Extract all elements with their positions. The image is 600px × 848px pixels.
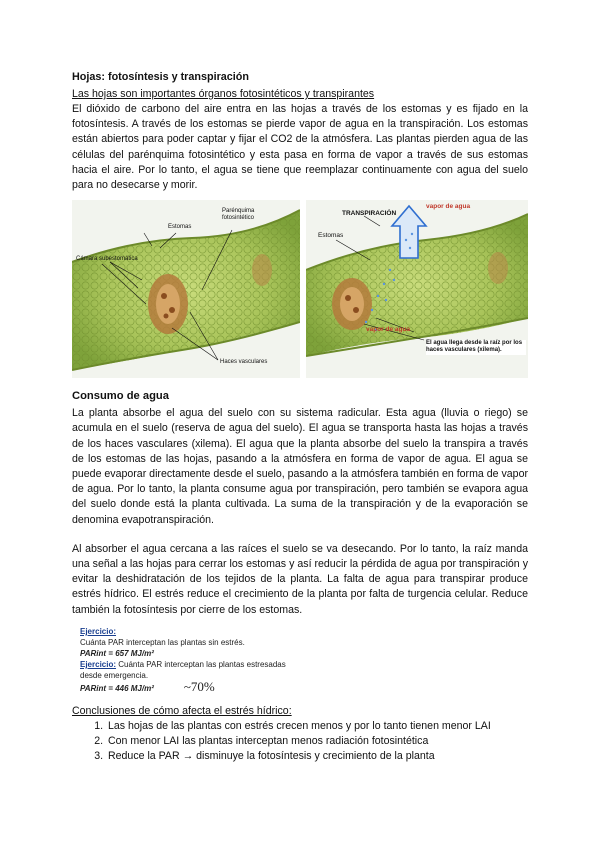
ejercicio-label-1: Ejercicio:: [80, 626, 117, 636]
consumo-paragraph-2: Al absorber el agua cercana a las raíces el suelo se va desecando. Por lo tanto, la raíz manda una señal a las hojas para cerrar los estomas y así reducir la pérdida de agua por transpiración y evitar la deshidratación de los tejidos de la planta. La falta de agua para transpirar produce estrés hídrico. El estrés reduce el crecimiento de la planta por falta de turgencia celular. Reduce también la fotosíntesis por cierre de los estomas.: [72, 542, 528, 616]
section-heading-consumo: Consumo de agua: [72, 390, 169, 403]
label-agua-raiz: El agua llega desde la raíz por los haces vasculares (xilema).: [426, 340, 526, 354]
label-estomas-right: Estomas: [318, 232, 344, 240]
label-vapor-de-agua-bottom: vapor de agua: [366, 326, 411, 334]
ejercicio-block: [80, 626, 528, 694]
leaf-micrograph-left: [72, 200, 300, 378]
ejercicio-label-2: Ejercicio:: [80, 659, 117, 669]
intro-paragraph: El dióxido de carbono del aire entra en las hojas a través de los estomas y es fijado en la fotosíntesis. A través de los estomas se pierde vapor de agua en la transpiración. Los estomas están abiertos para poder captar y fijar el CO2 de la atmósfera. Las plantas pierden agua de las células del parénquima fotosintético y esta pasa en forma de vapor a través de sus estomas hacia el aire. Por lo tanto, el agua se tiene que reemplazar continuamente con agua del suelo para no desecarse y morir.: [72, 103, 528, 192]
section-subtitle: Las hojas son importantes órganos fotosintéticos y transpirantes: [72, 88, 375, 100]
list-item: 2. Con menor LAI las plantas interceptan menos radiación fotosintética: [106, 734, 528, 749]
conclusiones-list: [72, 719, 528, 765]
ejercicio-question-2: Cuánta PAR interceptan las plantas estresadas: [118, 659, 286, 669]
ejercicio-question-2b: desde emergencia.: [80, 670, 149, 680]
label-vapor-de-agua-top: vapor de agua: [426, 203, 471, 211]
consumo-paragraph-1: La planta absorbe el agua del suelo con su sistema radicular. Esta agua (lluvia o riego) se acumula en el suelo (reserva de agua del suelo). El agua se transporta hasta las hojas a través de los haces vasculares (xilema). El agua que la planta absorbe del suelo la transpira a través de los estomas de las hojas, pasando a la atmósfera en forma de vapor de agua. El agua se puede evaporar directamente desde el suelo, pasando a la atmósfera también en forma de vapor de agua. Por lo tanto, la planta consume agua por transpiración, pero también se evapora agua del suelo donde está la planta cultivada. La suma de la transpiración y de la evaporación se denomina evapotranspiración.: [72, 407, 528, 526]
list-item: 3. Reduce la PAR → disminuye la fotosíntesis y crecimiento de la planta: [106, 749, 528, 764]
label-haces-vasculares: Haces vasculares: [220, 359, 268, 366]
document-page: [72, 70, 528, 764]
conclusiones-heading: Conclusiones de cómo afecta el estrés hídrico:: [72, 704, 292, 717]
ejercicio-question-1: Cuánta PAR interceptan las plantas sin estrés.: [80, 637, 245, 647]
label-camara-subestomatica: Cámara subestomática: [76, 256, 138, 263]
ejercicio-approx: ~70%: [183, 678, 215, 694]
list-item: 1. Las hojas de las plantas con estrés crecen menos y por lo tanto tienen menor LAI: [106, 719, 528, 734]
ejercicio-answer-2: PARint = 446 MJ/m²: [80, 683, 154, 693]
ejercicio-answer-1: PARint = 657 MJ/m²: [80, 648, 154, 658]
label-parenquima: Parénquima fotosintético: [222, 208, 255, 222]
page-title: Hojas: fotosíntesis y transpiración: [72, 71, 249, 83]
label-estomas: Estomas: [168, 224, 192, 231]
label-transpiracion: TRANSPIRACIÓN: [342, 210, 397, 218]
leaf-micrograph-right: [306, 200, 528, 378]
leaf-cross-section-figure: [72, 200, 528, 378]
